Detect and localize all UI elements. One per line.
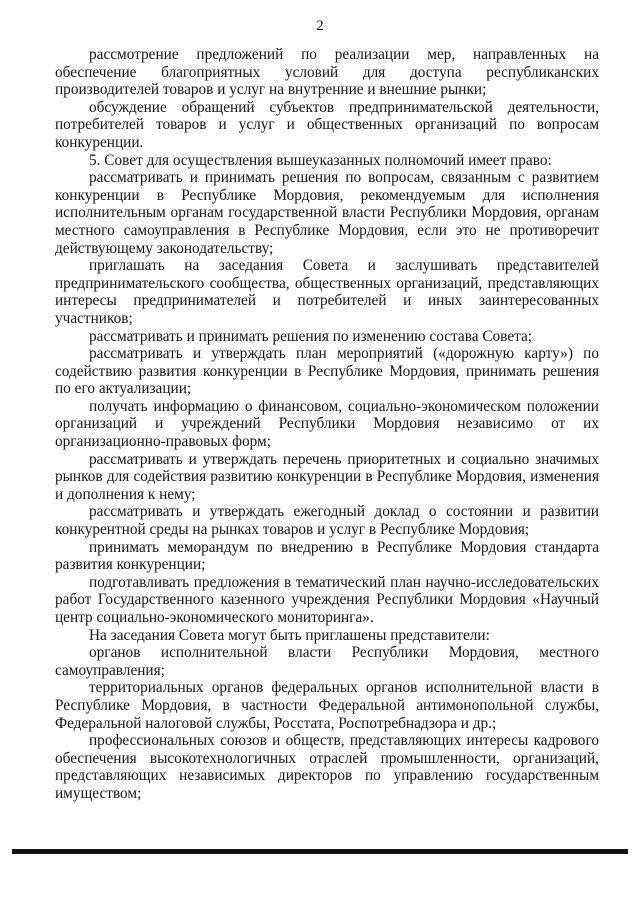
paragraph-right-invite: приглашать на заседания Совета и заслушивать представителей предпринимательского сообщества, общественных организаций, представляющих интересы предпринимателей и потребителей и иных заинтересованных участников; [55, 257, 599, 327]
paragraph-consideration-proposals: рассмотрение предложений по реализации мер, направленных на обеспечение благоприятных условий для доступа республиканских производителей товаров и услуг на внутренние и внешние рынки; [55, 46, 599, 99]
document-body [55, 46, 599, 803]
paragraph-invited-professional-unions: профессиональных союзов и обществ, представляющих интересы кадрового обеспечения высокотехнологичных отраслей промышленности, организаций, представляющих независимых директоров по управлению государственным имуществом; [55, 732, 599, 802]
paragraph-invited-federal-bodies: территориальных органов федеральных органов исполнительной власти в Республике Мордовия, в частности Федеральной антимонопольной службы, Федеральной налоговой службы, Росстата, Роспотребнадзора и др.; [55, 679, 599, 732]
paragraph-right-research-plan: подготавливать предложения в тематический план научно-исследовательских работ Государственного казенного учреждения Республики Мордовия «Научный центр социально-экономического мониторинга». [55, 573, 599, 626]
paragraph-right-information: получать информацию о финансовом, социально-экономическом положении организаций и учреждений Республики Мордовия независимо от их организационно-правовых форм; [55, 397, 599, 451]
paragraph-right-memorandum: принимать меморандум по внедрению в Республике Мордовия стандарта развития конкуренции; [55, 538, 599, 574]
paragraph-right-annual-report: рассматривать и утверждать ежегодный доклад о состоянии и развитии конкурентной среды на рынках товаров и услуг в Республике Мордовия; [55, 503, 599, 539]
paragraph-invited-executive-bodies: органов исполнительной власти Республики Мордовия, местного самоуправления; [55, 644, 599, 679]
paragraph-discussion-appeals: обсуждение обращений субъектов предпринимательской деятельности, потребителей товаров и услуг и общественных организаций по вопросам конкуренции. [55, 98, 599, 151]
bottom-rule [12, 849, 628, 854]
paragraph-right-priority-markets: рассматривать и утверждать перечень приоритетных и социально значимых рынков для содействия развитию конкуренции в Республике Мордовия, изменения и дополнения к нему; [55, 450, 599, 503]
paragraph-right-roadmap: рассматривать и утверждать план мероприятий («дорожную карту») по содействию развития конкуренции в Республике Мордовия, принимать решения по его актуализации; [55, 345, 599, 398]
paragraph-right-composition: рассматривать и принимать решения по изменению состава Совета; [89, 327, 533, 345]
paragraph-right-decisions: рассматривать и принимать решения по вопросам, связанным с развитием конкуренции в Республике Мордовия, рекомендуемым для исполнения исполнительным органам государственной власти Республики Мордовия, органам местного самоуправления в Республике Мордовия, если это не противоречит действующему законодательству; [55, 169, 599, 257]
paragraph-invited-representatives: На заседания Совета могут быть приглашены представители: [89, 626, 490, 644]
page-number: 2 [316, 18, 324, 34]
paragraph-council-rights-heading: 5. Совет для осуществления вышеуказанных полномочий имеет право: [89, 151, 552, 169]
